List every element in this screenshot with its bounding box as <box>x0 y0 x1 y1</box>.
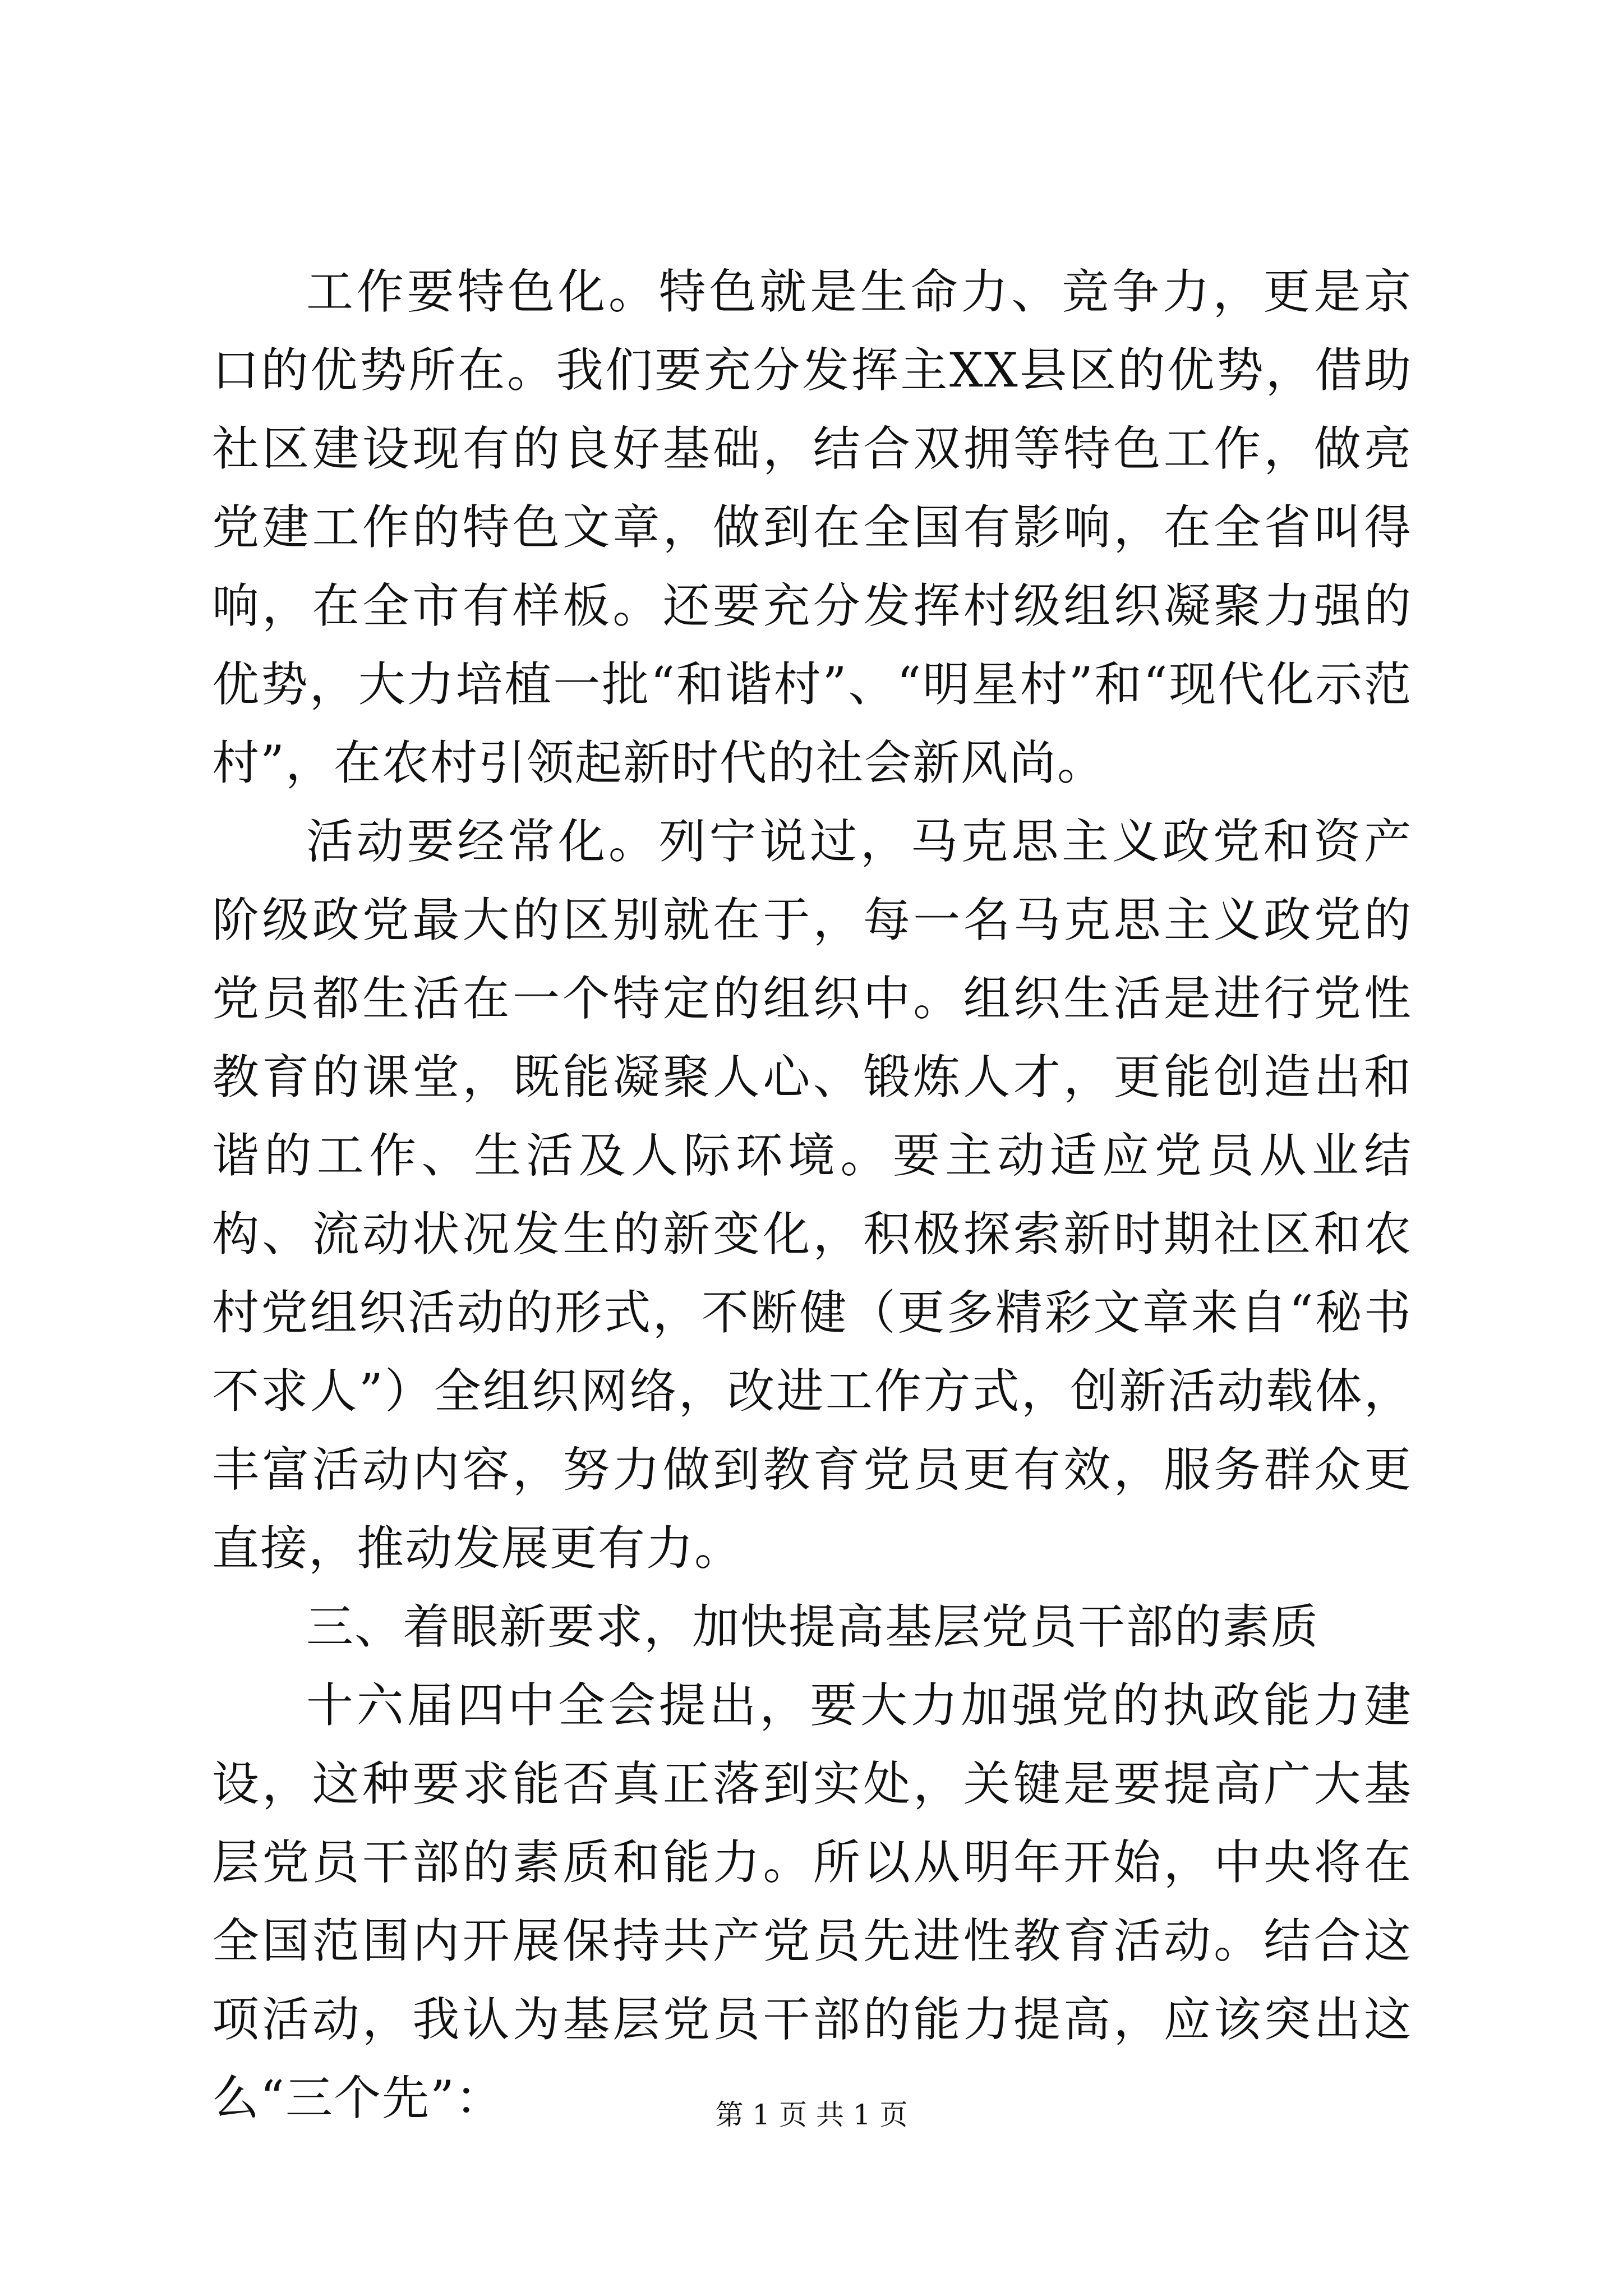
page-footer: 第 1 页 共 1 页 <box>715 2099 908 2131</box>
document-body <box>212 252 1412 2137</box>
paragraph-cadre-quality: 十六届四中全会提出，要大力加强党的执政能力建设，这种要求能否真正落到实处，关键是要提高广大基层党员干部的素质和能力。所以从明年开始，中央将在全国范围内开展保持共产党员先进性教育活动。结合这项活动，我认为基层党员干部的能力提高，应该突出这么“三个先”： <box>212 1678 1412 2125</box>
paragraph-distinctive-work: 工作要特色化。特色就是生命力、竞争力，更是京口的优势所在。我们要充分发挥主XX县区的优势，借助社区建设现有的良好基础，结合双拥等特色工作，做亮党建工作的特色文章，做到在全国有影响，在全省叫得响，在全市有样板。还要充分发挥村级组织凝聚力强的优势，大力培植一批“和谐村”、“明星村”和“现代化示范村”，在农村引领起新时代的社会新风尚。 <box>212 264 1412 790</box>
section-heading: 三、着眼新要求，加快提高基层党员干部的素质 <box>306 1599 1320 1654</box>
paragraph-regular-activities: 活动要经常化。列宁说过，马克思主义政党和资产阶级政党最大的区别就在于，每一名马克思主义政党的党员都生活在一个特定的组织中。组织生活是进行党性教育的课堂，既能凝聚人心、锻炼人才，更能创造出和谐的工作、生活及人际环境。要主动适应党员从业结构、流动状况发生的新变化，积极探索新时期社区和农村党组织活动的形式，不断健（更多精彩文章来自“秘书不求人”）全组织网络，改进工作方式，创新活动载体，丰富活动内容，努力做到教育党员更有效，服务群众更直接，推动发展更有力。 <box>212 814 1412 1576</box>
